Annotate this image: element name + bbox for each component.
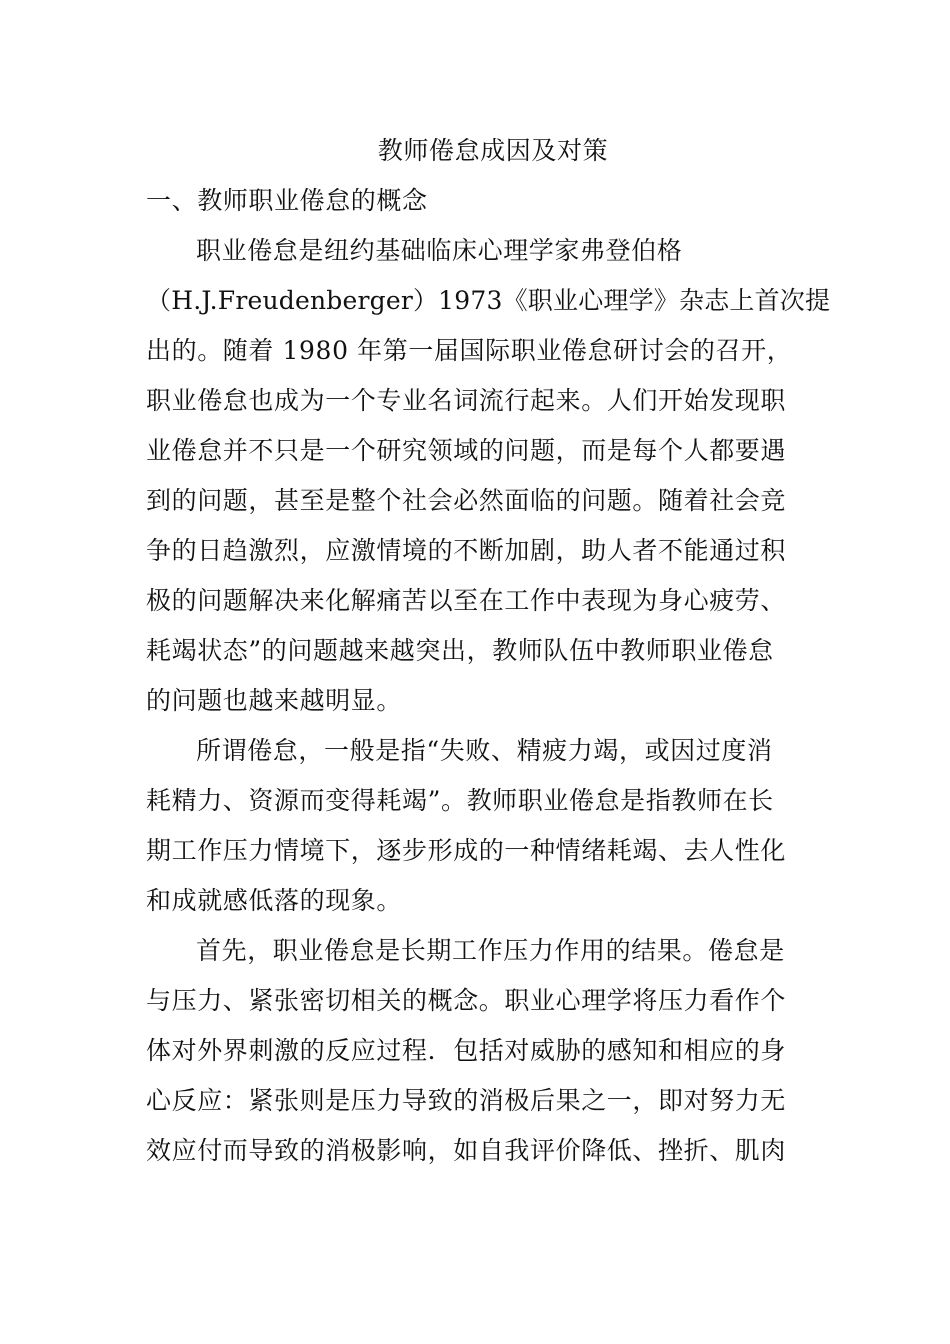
paragraph-line: 首先，职业倦怠是长期工作压力作用的结果。倦怠是 [196, 936, 785, 965]
document-title: 教师倦怠成因及对策 [377, 136, 609, 165]
paragraph-line: 耗竭状态”的问题越来越突出，教师队伍中教师职业倦怠 [146, 636, 774, 665]
paragraph-line: 与压力、紧张密切相关的概念。职业心理学将压力看作个 [146, 986, 787, 1015]
paragraph-line: 期工作压力情境下，逐步形成的一种情绪耗竭、去人性化 [146, 836, 787, 865]
paragraph-line: 心反应：紧张则是压力导致的消极后果之一，即对努力无 [146, 1086, 787, 1115]
paragraph-line: 业倦怠并不只是一个研究领域的问题，而是每个人都要遇 [146, 436, 787, 465]
paragraph-line: 争的日趋激烈，应激情境的不断加剧，助人者不能通过积 [146, 536, 787, 565]
paragraph-line: （H.J.Freudenberger）1973《职业心理学》杂志上首次提 [146, 286, 831, 315]
paragraph-line: 极的问题解决来化解痛苦以至在工作中表现为身心疲劳、 [146, 586, 787, 615]
paragraph-line: 和成就感低落的现象。 [146, 886, 403, 915]
paragraph-line: 耗精力、资源而变得耗竭”。教师职业倦怠是指教师在长 [146, 786, 774, 815]
paragraph-line: 出的。随着 1980 年第一届国际职业倦怠研讨会的召开， [146, 336, 793, 365]
paragraph-line: 的问题也越来越明显。 [146, 686, 403, 715]
paragraph-line: 职业倦怠是纽约基础临床心理学家弗登伯格 [196, 236, 683, 265]
paragraph-line: 职业倦怠也成为一个专业名词流行起来。人们开始发现职 [146, 386, 787, 415]
paragraph-line: 到的问题，甚至是整个社会必然面临的问题。随着社会竞 [146, 486, 787, 515]
paragraph-line: 所谓倦怠，一般是指“失败、精疲力竭，或因过度消 [196, 736, 773, 765]
paragraph-line: 体对外界刺激的反应过程．包括对威胁的感知和相应的身 [146, 1036, 787, 1065]
paragraph-line: 效应付而导致的消极影响，如自我评价降低、挫折、肌肉 [146, 1136, 787, 1165]
section-heading: 一、教师职业倦怠的概念 [146, 186, 428, 215]
